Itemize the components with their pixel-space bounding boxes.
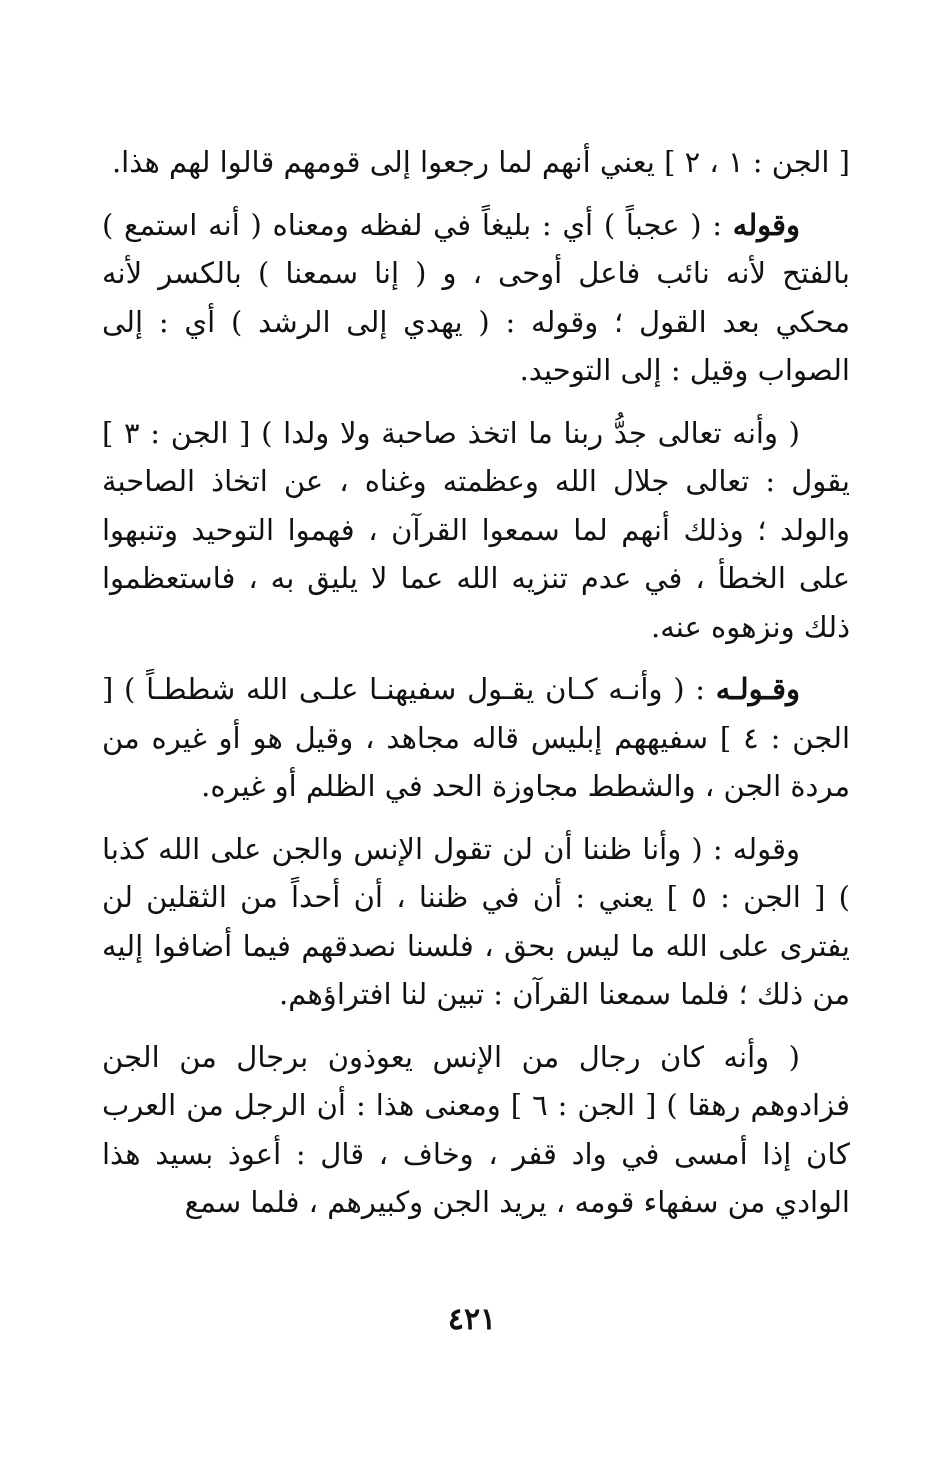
- paragraph-text: [ الجن : ١ ، ٢ ] يعني أنهم لما رجعوا إلى قومهم قالوا لهم هذا.: [111, 145, 850, 179]
- paragraph-text: ( وأنه كان رجال من الإنس يعوذون برجال من الجن فزادوهم رهقا ) [ الجن : ٦ ] ومعنى هذا : أن الرجل من العرب كان إذا أمسى في واد قفر ، وخاف ، قال : أعوذ بسيد هذا الوادي من سفهاء قومه ، يريد الجن وكبيرهم ، فلما سمع: [102, 1039, 850, 1219]
- paragraph-text: : ( وأنـه كـان يقـول سفيهنـا علـى الله شططـاً ) [ الجن : ٤ ] سفيههم إبليس قاله مجاهد ، وقيل هو أو غيره من مردة الجن ، والشطط مجاوزة الحد في الظلم أو غيره.: [102, 672, 851, 803]
- paragraph-5: [102, 825, 850, 1019]
- page-text: [102, 138, 850, 1241]
- paragraph-6: [102, 1033, 850, 1227]
- paragraph-text: ( وأنه تعالى جدُّ ربنا ما اتخذ صاحبة ولا ولدا ) [ الجن : ٣ ] يقول : تعالى جلال الله وعظمته وغناه ، عن اتخاذ الصاحبة والولد ؛ وذلك أنهم لما سمعوا القرآن ، فهموا التوحيد وتنبهوا على الخطأ ، في عدم تنزيه الله عما لا يليق به ، فاستعظموا ذلك ونزهوه عنه.: [102, 415, 850, 644]
- paragraph-3: [102, 409, 850, 652]
- paragraph-2: [102, 201, 850, 395]
- page-number: ٤٢١: [447, 1302, 497, 1337]
- paragraph-1: [102, 138, 850, 187]
- paragraph-lead: وقـولـه: [715, 672, 800, 706]
- paragraph-text: وقوله : ( وأنا ظننا أن لن تقول الإنس والجن على الله كذبا ) [ الجن : ٥ ] يعني : أن في ظننا ، أن أحداً من الثقلين لن يفترى على الله ما ليس بحق ، فلسنا نصدقهم فيما أضافوا إليه من ذلك ؛ فلما سمعنا القرآن : تبين لنا افتراؤهم.: [102, 831, 850, 1011]
- paragraph-lead: وقوله: [732, 207, 800, 242]
- paragraph-4: [102, 665, 850, 811]
- paragraph-text: : ( عجباً ) أي : بليغاً في لفظه ومعناه ( أنه استمع ) بالفتح لأنه نائب فاعل أوحى ، و ( إنا سمعنا ) بالكسر لأنه محكي بعد القول ؛ وقوله : ( يهدي إلى الرشد ) أي : إلى الصواب وقيل : إلى التوحيد.: [102, 207, 850, 387]
